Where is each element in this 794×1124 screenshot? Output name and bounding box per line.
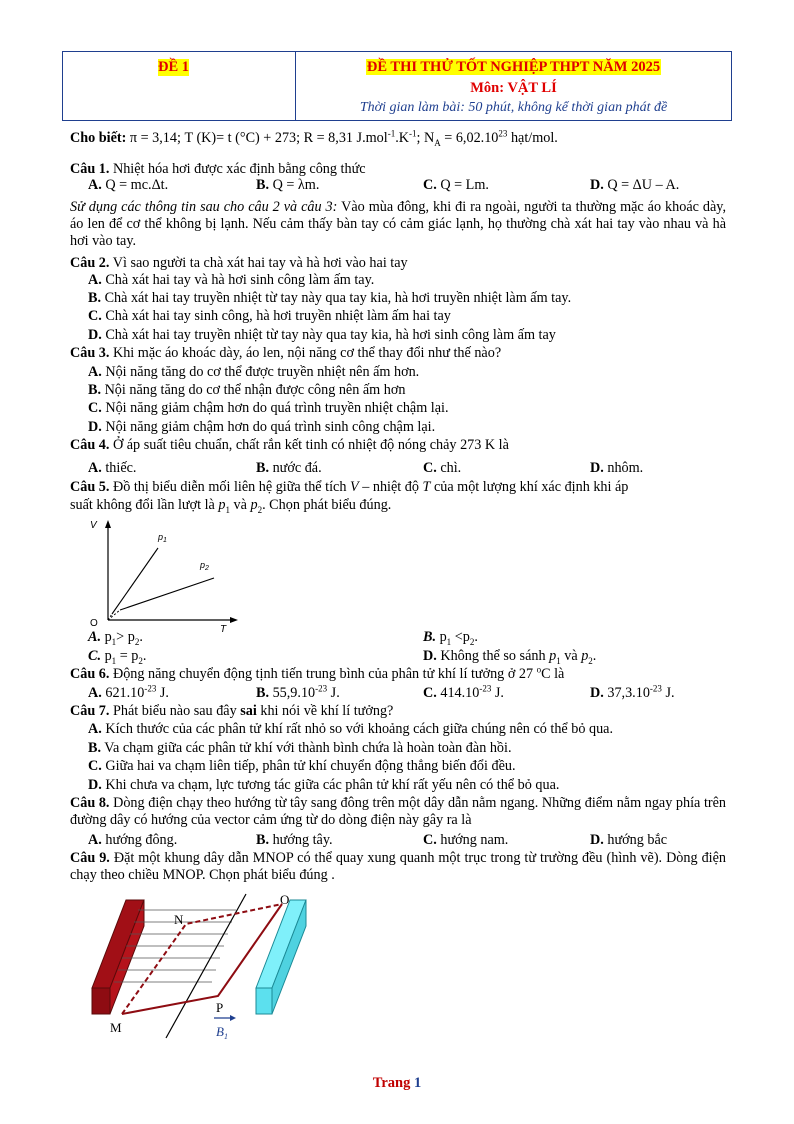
cyan-magnet-front: [256, 988, 272, 1014]
q6-option-c[interactable]: C. $414.10^{-23}$ J.: [423, 683, 504, 701]
q5-option-b[interactable]: B. $p_1 <p_2$.: [423, 629, 478, 647]
q5-option-a[interactable]: A. $p_1> p_2$.: [88, 629, 143, 647]
red-magnet-front: [92, 988, 110, 1014]
label-p: P: [216, 1000, 224, 1015]
q2-option-b[interactable]: B. Chà xát hai tay truyền nhiệt từ tay này qua tay kia, hà hơi truyền nhiệt làm ấm tay.: [88, 290, 572, 306]
question-3: Câu 3. Khi mặc áo khoác dày, áo len, nội năng cơ thể thay đổi như thế nào?: [70, 345, 502, 361]
header-left-cell: [63, 52, 296, 120]
q1-option-c[interactable]: C. Q = Lm.: [423, 177, 489, 193]
y-axis-arrow-icon: [105, 520, 111, 528]
exam-code: ĐỀ 1: [158, 59, 190, 75]
label-o: O: [280, 892, 290, 907]
question-9: Câu 9. Đặt một khung dây dẫn MNOP có thể quay xung quanh một trục trong từ trường đều (hình vẽ). Dòng điện chạy theo chiều MNOP. Chọn phát biểu đúng .: [70, 850, 726, 883]
q5-option-d[interactable]: D. Không thể so sánh $p_1$ và $p_2$.: [423, 648, 597, 666]
q2-option-c[interactable]: C. Chà xát hai tay sinh công, hà hơi truyền nhiệt làm ấm hai tay: [88, 308, 451, 324]
label-n: N: [174, 912, 184, 927]
given-constants: Cho biết: π = 3,14; T (K)= t (°C) + 273; R = 8,31 $J.mol^{-1}.K^{-1}$; $N_A = 6,02.10^{23}$ hạt/mol.: [70, 128, 558, 148]
context-passage: Sử dụng các thông tin sau cho câu 2 và câu 3: Vào mùa đông, khi đi ra ngoài, người ta thường mặc áo khoác dày, áo len để cơ thể không bị lạnh. Nếu cảm thấy bàn tay có cảm giác lạnh, họ thường chà xát hai tay vào nhau và hà hơi vào tay.: [70, 199, 727, 249]
q8-option-c[interactable]: C. hướng nam.: [423, 832, 509, 848]
question-2: Câu 2. Vì sao người ta chà xát hai tay và hà hơi vào hai tay: [70, 255, 408, 271]
exam-title: ĐỀ THI THỬ TỐT NGHIỆP THPT NĂM 2025: [366, 59, 661, 75]
vt-graph: [84, 514, 244, 632]
q2-option-a[interactable]: A. Chà xát hai tay và hà hơi sinh công làm ấm tay.: [88, 272, 375, 288]
subject-label: Môn: VẬT LÍ: [470, 80, 557, 96]
q7-option-a[interactable]: A. Kích thước của các phân tử khí rất nhỏ so với khoảng cách giữa chúng nên có thể bỏ qua.: [88, 721, 614, 737]
question-5-line1: Câu 5. Đồ thị biểu diễn mối liên hệ giữa thể tích V – nhiệt độ T của một lượng khí xác định khi áp: [70, 479, 629, 495]
q3-option-a[interactable]: A. Nội năng tăng do cơ thể được truyền nhiệt nên ấm hơn.: [88, 364, 420, 380]
q1-option-a[interactable]: A. Q = mc.Δt.: [88, 177, 169, 193]
question-5-line2: suất không đổi lần lượt là $p_1$ và $p_2$. Chọn phát biểu đúng.: [70, 497, 392, 515]
q6-option-b[interactable]: B. $55,9.10^{-23}$ J.: [256, 683, 340, 701]
q7-option-b[interactable]: B. Va chạm giữa các phân tử khí với thành bình chứa là hoàn toàn đàn hồi.: [88, 740, 512, 756]
q4-option-b[interactable]: B. nước đá.: [256, 460, 322, 476]
q3-option-b[interactable]: B. Nội năng tăng do cơ thể nhận được công nên ấm hơn: [88, 382, 406, 398]
q6-option-d[interactable]: D. $37,3.10^{-23}$ J.: [590, 683, 675, 701]
header-right-cell: [296, 52, 731, 120]
q5-option-c[interactable]: C. $p_1 = p_2$.: [88, 648, 147, 666]
x-axis-arrow-icon: [230, 617, 238, 623]
label-m: M: [110, 1020, 122, 1035]
q7-option-d[interactable]: D. Khi chưa va chạm, lực tương tác giữa các phân tử khí rất yếu nên có thể bỏ qua.: [88, 777, 560, 793]
q1-option-b[interactable]: B. Q = λm.: [256, 177, 320, 193]
question-7: Câu 7. Phát biểu nào sau đây sai khi nói về khí lí tưởng?: [70, 703, 394, 719]
magnet-coil-figure: [86, 888, 326, 1044]
q3-option-c[interactable]: C. Nội năng giảm chậm hơn do quá trình truyền nhiệt chậm lại.: [88, 400, 449, 416]
q7-option-c[interactable]: C. Giữa hai va chạm liên tiếp, phân tử khí chuyển động thẳng biến đổi đều.: [88, 758, 516, 774]
q1-option-d[interactable]: D. Q = ΔU – A.: [590, 177, 680, 193]
q2-option-d[interactable]: D. Chà xát hai tay truyền nhiệt từ tay này qua tay kia, hà hơi sinh công làm ấm tay: [88, 327, 556, 343]
page-footer: Trang 1: [372, 1075, 422, 1091]
graph-p1-label: $p_1$: [158, 532, 167, 544]
question-4: Câu 4. Ở áp suất tiêu chuẩn, chất rắn kết tinh có nhiệt độ nóng chảy 273 K là: [70, 437, 509, 453]
question-1: Câu 1. Nhiệt hóa hơi được xác định bằng công thức: [70, 161, 366, 177]
header-table: [62, 51, 732, 121]
line-p1: [112, 548, 158, 614]
q3-option-d[interactable]: D. Nội năng giảm chậm hơn do quá trình sinh công chậm lại.: [88, 419, 436, 435]
q8-option-b[interactable]: B. hướng tây.: [256, 832, 333, 848]
q6-option-a[interactable]: A. $621.10^{-23}$ J.: [88, 683, 169, 701]
q8-option-d[interactable]: D. hướng bắc: [590, 832, 668, 848]
question-8: Câu 8. Dòng điện chạy theo hướng từ tây sang đông trên một dây dẫn nằm ngang. Những điểm nằm ngay phía trên đường dây có hướng của vector cảm ứng từ do dòng điện này gây ra là: [70, 795, 727, 828]
q4-option-c[interactable]: C. chì.: [423, 460, 462, 476]
q4-option-d[interactable]: D. nhôm.: [590, 460, 644, 476]
q8-option-a[interactable]: A. hướng đông.: [88, 832, 178, 848]
label-b1: $B_1$: [216, 1024, 228, 1041]
duration-label: Thời gian làm bài: 50 phút, không kể thời gian phát đề: [359, 100, 668, 115]
q4-option-a[interactable]: A. thiếc.: [88, 460, 137, 476]
graph-origin: O: [90, 618, 98, 629]
graph-y-label: V: [90, 520, 97, 531]
b-vector-arrow-icon: [230, 1015, 236, 1021]
question-6: Câu 6. Động năng chuyển động tịnh tiến trung bình của phân tử khí lí tưởng ở 27 $^o$C là: [70, 664, 565, 682]
graph-x-label: T: [220, 624, 227, 632]
graph-p2-label: $p_2$: [200, 560, 209, 572]
